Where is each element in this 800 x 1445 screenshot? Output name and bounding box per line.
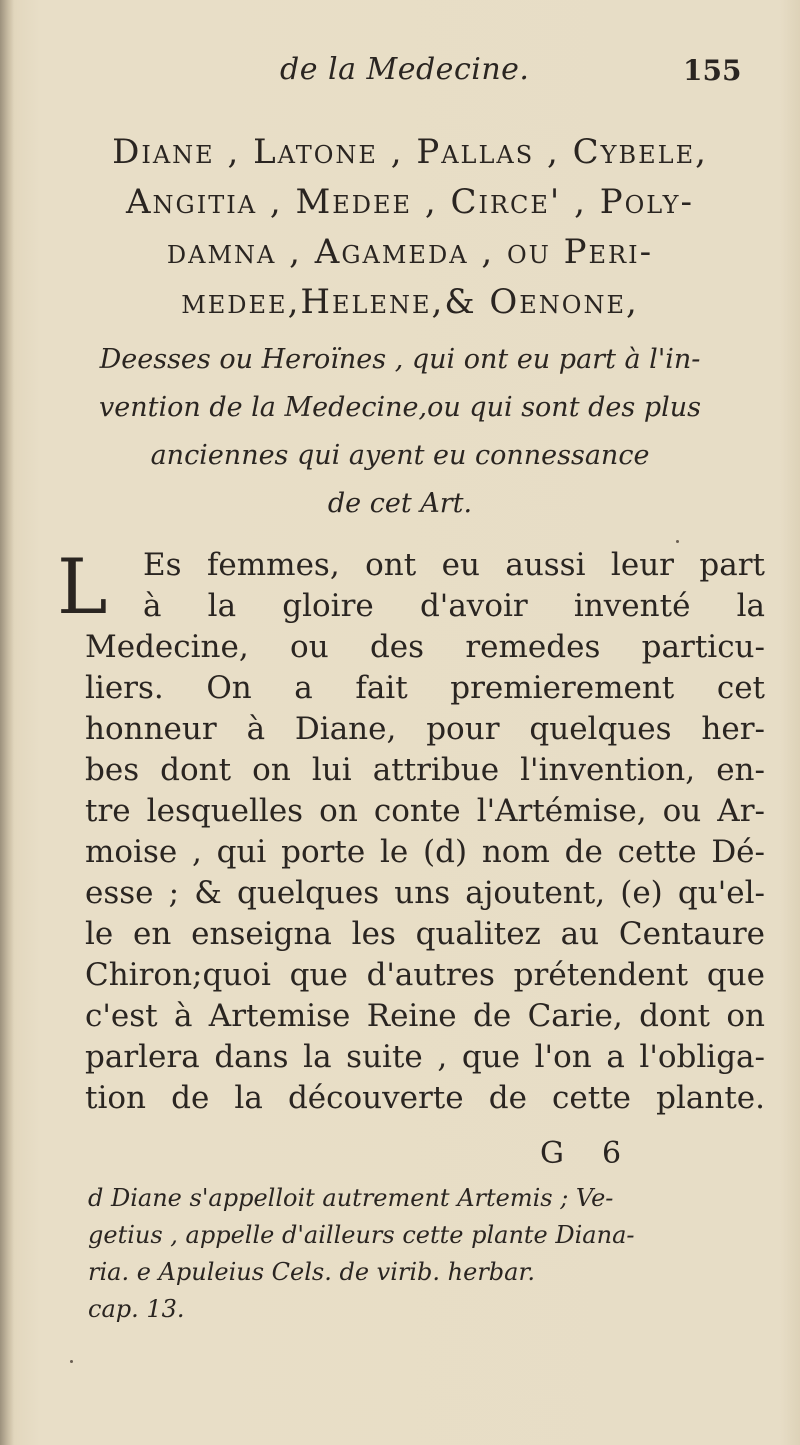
page-header xyxy=(0,52,800,92)
body-line: parlera dans la suite , que l'on a l'obliga- xyxy=(85,1039,765,1075)
footnotes xyxy=(88,1180,768,1328)
title-line: Diane , Latone , Pallas , Cybele, xyxy=(112,132,708,172)
body-line: à la gloire d'avoir inventé la xyxy=(143,588,765,624)
ink-speck xyxy=(70,1360,73,1363)
ink-speck xyxy=(676,540,679,543)
subtitle-line: anciennes qui ayent eu connessance xyxy=(150,440,650,471)
body-line: c'est à Artemise Reine de Carie, dont on xyxy=(85,998,765,1034)
signature-letter: G xyxy=(540,1136,564,1171)
signature-mark xyxy=(540,1136,659,1171)
page-number: 155 xyxy=(683,54,742,87)
title-line: Angitia , Medee , Circe' , Poly- xyxy=(126,182,694,222)
body-line: esse ; & quelques uns ajoutent, (e) qu'el- xyxy=(85,875,765,911)
footnote-line: d Diane s'appelloit autrement Artemis ; Ve- xyxy=(88,1184,614,1212)
body-line: honneur à Diane, pour quelques her- xyxy=(85,711,765,747)
chapter-title xyxy=(60,127,760,327)
chapter-subtitle xyxy=(80,336,720,528)
subtitle-line: Deesses ou Heroïnes , qui ont eu part à l'in- xyxy=(99,344,701,375)
body-line: Medecine, ou des remedes particu- xyxy=(85,629,765,665)
footnote-line: cap. 13. xyxy=(88,1295,185,1323)
body-line: moise , qui porte le (d) nom de cette Dé- xyxy=(85,834,765,870)
body-line: bes dont on lui attribue l'invention, en- xyxy=(85,752,765,788)
body-line: liers. On a fait premierement cet xyxy=(85,670,765,706)
footnote-line: getius , appelle d'ailleurs cette plante Diana- xyxy=(88,1221,635,1249)
page-gutter xyxy=(0,0,14,1445)
footnote-line: ria. e Apuleius Cels. de virib. herbar. xyxy=(88,1258,535,1286)
body-line: tre lesquelles on conte l'Artémise, ou Ar- xyxy=(85,793,765,829)
subtitle-line: vention de la Medecine,ou qui sont des plus xyxy=(98,392,701,423)
body-paragraph xyxy=(57,542,765,1119)
running-title: de la Medecine. xyxy=(280,52,530,87)
signature-number: 6 xyxy=(601,1136,622,1171)
body-line: Chiron;quoi que d'autres prétendent que xyxy=(85,957,765,993)
title-line: medee,Helene,& Oenone, xyxy=(181,282,639,322)
body-line: Es femmes, ont eu aussi leur part xyxy=(143,547,765,583)
body-line: tion de la découverte de cette plante. xyxy=(85,1080,765,1116)
subtitle-line: de cet Art. xyxy=(327,488,473,519)
body-line: le en enseigna les qualitez au Centaure xyxy=(85,916,765,952)
title-line: damna , Agameda , ou Peri- xyxy=(166,232,654,272)
drop-capital: L xyxy=(57,542,108,631)
